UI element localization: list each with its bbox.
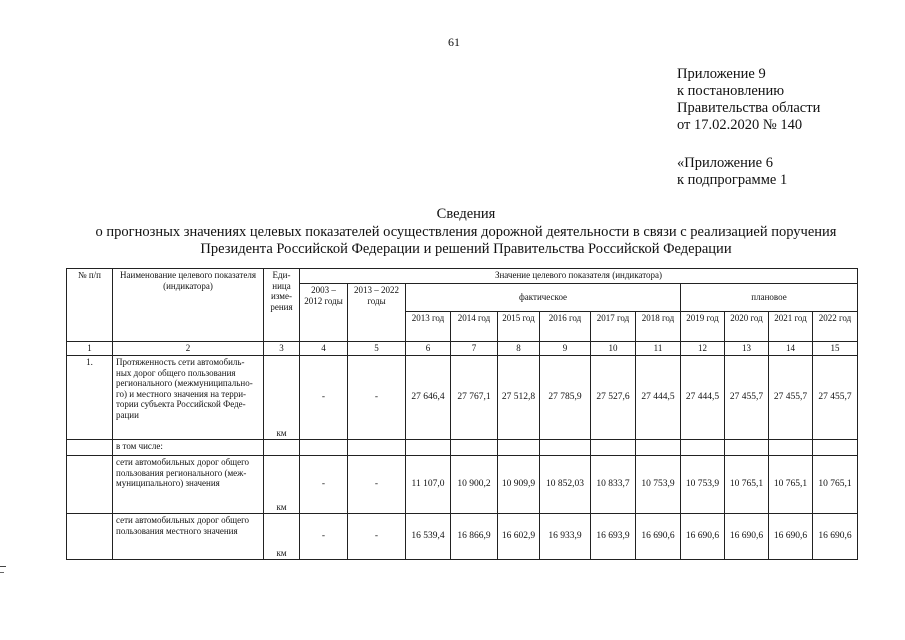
column-number: 5 [348,342,406,356]
row-value: 16 602,9 [498,514,540,560]
table-row [67,456,858,514]
column-number: 13 [725,342,769,356]
header-period-1: 2003 – 2012 годы [300,284,348,342]
row-value: 16 690,6 [681,514,725,560]
indicators-table [66,268,858,560]
row-value: 27 767,1 [451,356,498,440]
row-value: 27 455,7 [769,356,813,440]
row-period-1: - [300,456,348,514]
row-value: 10 765,1 [769,456,813,514]
title-line: Президента Российской Федерации и решений Правительства Российской Федерации [200,241,732,257]
table-row [67,440,858,456]
row-value: 10 909,9 [498,456,540,514]
page-number: 61 [448,35,460,49]
row-period-1: - [300,514,348,560]
row-value: 10 833,7 [591,456,636,514]
column-number: 10 [591,342,636,356]
row-indicator-name: Протяженность сети автомобиль- ных дорог общего пользования регионального (межмуниципально- го) и местного значения на терри- тории субъекта Российской Феде- рации [113,356,264,440]
row-value: 10 753,9 [636,456,681,514]
header-value-group: Значение целевого показателя (индикатора) [300,269,858,284]
appendix-9-line: к постановлению [677,83,785,99]
header-period-2: 2013 – 2022 годы [348,284,406,342]
appendix-9-block [677,66,820,134]
column-number: 11 [636,342,681,356]
row-value: 16 690,6 [813,514,858,560]
row-number [67,514,113,560]
title-heading: Сведения [436,206,496,222]
row-value: 10 765,1 [725,456,769,514]
row-subheader: в том числе: [113,440,264,456]
row-value: 10 900,2 [451,456,498,514]
row-period-2: - [348,456,406,514]
row-value: 27 444,5 [681,356,725,440]
row-value: 16 690,6 [636,514,681,560]
header-year: 2017 год [591,312,636,342]
appendix-9-line: Правительства области [677,100,821,116]
header-num: № п/п [67,269,113,342]
column-number-row [67,342,858,356]
row-value: 27 785,9 [540,356,591,440]
header-planned: плановое [681,284,858,312]
row-unit: км [264,514,300,560]
header-year: 2016 год [540,312,591,342]
header-year: 2020 год [725,312,769,342]
row-value: 27 455,7 [725,356,769,440]
column-number: 9 [540,342,591,356]
header-year: 2019 год [681,312,725,342]
appendix-6-line: к подпрограмме 1 [677,172,788,188]
row-value: 11 107,0 [406,456,451,514]
header-unit: Еди- ница изме- рения [264,269,300,342]
column-number: 14 [769,342,813,356]
appendix-6-line: «Приложение 6 [677,155,773,171]
document-title [60,206,872,259]
row-value: 27 527,6 [591,356,636,440]
row-indicator-name: сети автомобильных дорог общего пользования регионального (меж- муниципального) значения [113,456,264,514]
column-number: 4 [300,342,348,356]
row-value: 16 693,9 [591,514,636,560]
row-value: 16 933,9 [540,514,591,560]
header-year: 2015 год [498,312,540,342]
column-number: 7 [451,342,498,356]
appendix-9-line: от 17.02.2020 № 140 [677,117,803,133]
title-line: о прогнозных значениях целевых показателей осуществления дорожной деятельности в связи с реализацией поручения [95,223,837,240]
row-number [67,456,113,514]
appendix-6-block [677,155,787,189]
column-number: 12 [681,342,725,356]
header-name: Наименование целевого показателя (индикатора) [113,269,264,342]
row-number: 1. [67,356,113,440]
appendix-9-line: Приложение 9 [677,66,766,82]
row-period-1: - [300,356,348,440]
header-year: 2018 год [636,312,681,342]
column-number: 8 [498,342,540,356]
row-value: 27 646,4 [406,356,451,440]
row-value: 27 444,5 [636,356,681,440]
header-year: 2013 год [406,312,451,342]
column-number: 6 [406,342,451,356]
row-value: 27 455,7 [813,356,858,440]
column-number: 3 [264,342,300,356]
table-row [67,356,858,440]
column-number: 1 [67,342,113,356]
row-value: 10 765,1 [813,456,858,514]
row-period-2: - [348,356,406,440]
header-actual: фактическое [406,284,681,312]
column-number: 15 [813,342,858,356]
row-value: 16 690,6 [725,514,769,560]
header-year: 2022 год [813,312,858,342]
row-indicator-name: сети автомобильных дорог общего пользования местного значения [113,514,264,560]
table-row [67,514,858,560]
header-year: 2014 год [451,312,498,342]
row-value: 10 852,03 [540,456,591,514]
row-number [67,440,113,456]
row-value: 16 866,9 [451,514,498,560]
row-value: 10 753,9 [681,456,725,514]
header-year: 2021 год [769,312,813,342]
row-value: 16 539,4 [406,514,451,560]
row-value: 16 690,6 [769,514,813,560]
row-period-2: - [348,514,406,560]
scan-mark [0,572,4,573]
row-unit: км [264,356,300,440]
column-number: 2 [113,342,264,356]
row-value: 27 512,8 [498,356,540,440]
scan-mark [0,566,6,567]
row-unit: км [264,456,300,514]
